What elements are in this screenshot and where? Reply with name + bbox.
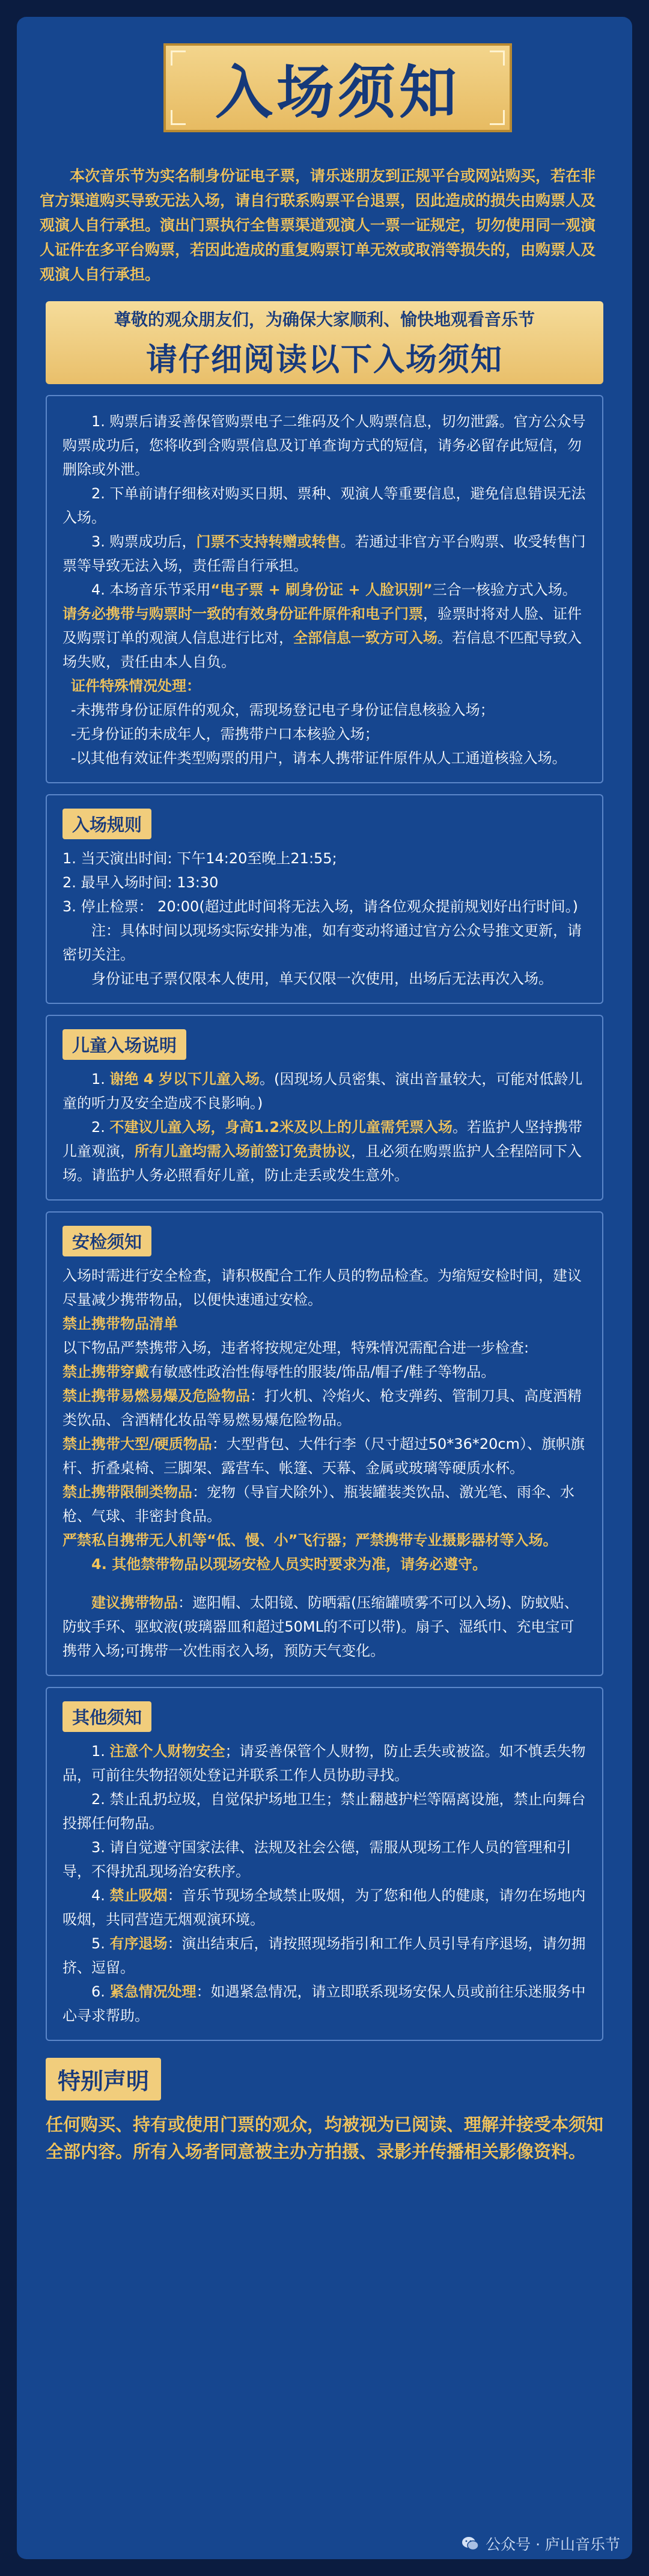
- suggested-items: [62, 1591, 587, 1663]
- notice-banner: [46, 301, 603, 384]
- banned-item-label: 禁止携带限制类物品: [62, 1484, 192, 1501]
- rule-1: 1. 购票后请妥善保管购票电子二维码及个人购票信息，切勿泄露。官方公众号购票成功后，您将收到含购票信息及订单查询方式的短信，请务必留存此短信，勿删除或外泄。: [62, 413, 586, 478]
- other-rule-1: [62, 1739, 587, 1787]
- banned-list-intro: 以下物品严禁携带入场，违者将按规定处理，特殊情况需配合进一步检查:: [62, 1339, 529, 1356]
- other-rule-2: 2. 禁止乱扔垃圾，自觉保护场地卫生；禁止翻越护栏等隔离设施，禁止向舞台投掷任何物品。: [62, 1791, 586, 1832]
- corner-ornament: [490, 110, 505, 125]
- children-rule-text: ，且必须在购票监护人全程陪同下入场。请监护人务必照看好儿童，防止走丢或发生意外。: [62, 1143, 582, 1184]
- footer-watermark: [462, 2533, 620, 2554]
- security-intro: 入场时需进行安全检查，请积极配合工作人员的物品检查。为缩短安检时间，建议尽量减少携带物品，以便快速通过安检。: [62, 1267, 582, 1308]
- banned-item-text: 有敏感性政治性侮辱性的服装/饰品/帽子/鞋子等物品。: [149, 1363, 496, 1380]
- entry-time-stop: 3. 停止检票： 20:00(超过此时间将无法入场，请各位观众提前规划好出行时间。): [62, 898, 579, 915]
- footer-text: 公众号 · 庐山音乐节: [486, 2536, 620, 2553]
- other-rule-text: ：演出结束后，请按照现场指引和工作人员引导有序退场，请勿拥挤、逗留。: [62, 1935, 586, 1976]
- banned-item-label: 禁止携带易燃易爆及危险物品: [62, 1387, 250, 1404]
- children-rule-text: 。若监护人坚持携带儿童观演，: [62, 1119, 583, 1160]
- intro-paragraph: 本次音乐节为实名制身份证电子票，请乐迷朋友到正规平台或网站购买，若在非官方渠道购买导致无法入场，请自行联系购票平台退票，因此造成的损失由购票人及观演人自行承担。演出门票执行全售票渠道观演人一票一证规定，切勿使用同一观演人证件在多平台购票，若因此造成的重复购票订单无效或取消等损失的，由购票人及观演人自行承担。: [40, 167, 596, 283]
- other-rule-highlight: 注意个人财物安全: [109, 1743, 225, 1760]
- rule-2: 2. 下单前请仔细核对购买日期、票种、观演人等重要信息，避免信息错误无法入场。: [62, 485, 586, 526]
- page-title: 入场须知: [215, 58, 460, 126]
- corner-ornament: [171, 110, 186, 125]
- banned-item-label: 禁止携带穿戴: [62, 1363, 149, 1380]
- wechat-icon: [462, 2536, 480, 2551]
- special-statement-text: 任何购买、持有或使用门票的观众，均被视为已阅读、理解并接受本须知全部内容。所有入场者同意被主办方拍摄、录影并传播相关影像资料。: [46, 2114, 604, 2162]
- children-title: 儿童入场说明: [62, 1029, 186, 1060]
- children-rule-highlight: 所有儿童均需入场前签订免责协议: [135, 1143, 351, 1160]
- banned-list-title: 禁止携带物品清单: [62, 1315, 178, 1332]
- entry-note: 注：具体时间以现场实际安排为准，如有变动将通过官方公众号推文更新，请密切关注。: [62, 922, 582, 963]
- rule-4-text: ，验票时将对人脸、证件及购票订单的观演人信息进行比对，: [62, 605, 582, 646]
- notice-title: 请仔细阅读以下入场须知: [145, 341, 503, 378]
- rule-4-highlight: “电子票 + 刷身份证 + 人脸识别”: [210, 581, 433, 598]
- cert-item: -以其他有效证件类型购票的用户，请本人携带证件原件从人工通道核验入场。: [71, 750, 567, 766]
- other-rule-5: [62, 1932, 587, 1980]
- cert-item: -无身份证的未成年人，需携带户口本核验入场；: [71, 726, 379, 742]
- other-rule-3: 3. 请自觉遵守国家法律、法规及社会公德，需服从现场工作人员的管理和引导，不得扰乱现场治安秩序。: [62, 1839, 571, 1880]
- ticket-rules-panel: [46, 395, 603, 783]
- other-rule-text: ；请妥善保管个人财物，防止丢失或被盗。如不慎丢失物品，可前往失物招领处登记并联系工作人员协助寻找。: [62, 1743, 586, 1784]
- banned-item: [62, 1432, 587, 1480]
- rule-4-highlight: 全部信息一致方可入场: [293, 629, 437, 646]
- other-rule-text: 5.: [91, 1935, 110, 1952]
- children-rule-1: [62, 1067, 587, 1115]
- rule-3-text-end: 。若通过非官方平台购票、收受转售门票等导致无法入场，责任需自行承担。: [62, 533, 586, 574]
- rule-4-text-end: 。若信息不匹配导致入场失败，责任由本人自负。: [62, 629, 582, 670]
- banned-item: [62, 1360, 587, 1384]
- other-banned-note: 4. 其他禁带物品以现场安检人员实时要求为准，请务必遵守。: [91, 1556, 487, 1573]
- other-rule-text: 1.: [91, 1743, 110, 1760]
- special-statement-title: 特别声明: [46, 2058, 161, 2100]
- drone-ban: 严禁私自携带无人机等“低、慢、小”飞行器；严禁携带专业摄影器材等入场。: [62, 1532, 558, 1549]
- notice-subtitle: 尊敬的观众朋友们，为确保大家顺利、愉快地观看音乐节: [114, 309, 535, 329]
- other-rule-text: 6.: [91, 1983, 110, 2000]
- entry-time-earliest: 2. 最早入场时间: 13:30: [62, 874, 219, 891]
- corner-ornament: [171, 50, 186, 66]
- entry-rules-title: 入场规则: [62, 809, 151, 839]
- other-rule-4: [62, 1883, 587, 1932]
- rule-4-text: 三合一核验方式入场。: [432, 581, 577, 598]
- poster-card: [17, 17, 632, 2559]
- children-rule-text: 2.: [91, 1119, 110, 1136]
- other-rule-highlight: 有序退场: [109, 1935, 168, 1952]
- other-rule-highlight: 紧急情况处理: [109, 1983, 197, 2000]
- other-rule-6: [62, 1980, 587, 2028]
- rule-4-text: 4. 本场音乐节采用: [91, 581, 211, 598]
- banned-item-text: ：宠物（导盲犬除外）、瓶装罐装类饮品、激光笔、雨伞、水枪、气球、非密封食品。: [62, 1484, 574, 1525]
- children-rule-highlight: 不建议儿童入场，身高1.2米及以上的儿童需凭票入场: [109, 1119, 453, 1136]
- security-panel: [46, 1211, 603, 1676]
- header: [37, 17, 612, 143]
- other-rule-text: ：音乐节现场全域禁止吸烟，为了您和他人的健康，请勿在场地内吸烟，共同营造无烟观演环境。: [62, 1887, 586, 1928]
- banned-item: [62, 1480, 587, 1528]
- others-panel: [46, 1687, 603, 2041]
- entry-time-show: 1. 当天演出时间: 下午14:20至晚上21:55;: [62, 850, 337, 867]
- rule-3: [62, 530, 587, 578]
- rule-4: [62, 578, 587, 674]
- rule-3-text: 3. 购票成功后，: [91, 533, 197, 550]
- banned-item: [62, 1384, 587, 1432]
- children-rule-highlight: 谢绝 4 岁以下儿童入场: [109, 1071, 260, 1088]
- cert-item: -未携带身份证原件的观众，需现场登记电子身份证信息核验入场；: [71, 702, 495, 718]
- special-statement: [46, 2058, 603, 2165]
- cert-special-title: 证件特殊情况处理：: [71, 678, 201, 694]
- rule-3-highlight: 门票不支持转赠或转售: [196, 533, 341, 550]
- entry-id-note: 身份证电子票仅限本人使用，单天仅限一次使用，出场后无法再次入场。: [91, 970, 553, 987]
- banned-item-text: ：打火机、冷焰火、枪支弹药、管制刀具、高度酒精类饮品、含酒精化妆品等易燃易爆危险物品。: [62, 1387, 582, 1428]
- rule-4-highlight: 请务必携带与购票时一致的有效身份证件原件和电子门票: [62, 605, 423, 622]
- children-rule-2: [62, 1115, 587, 1187]
- other-rule-highlight: 禁止吸烟: [109, 1887, 168, 1904]
- children-rule-text: 。(因现场人员密集、演出音量较大，可能对低龄儿童的听力及安全造成不良影响。): [62, 1071, 583, 1112]
- suggested-items-text: ：遮阳帽、太阳镜、防晒霜(压缩罐喷雾不可以入场)、防蚊贴、防蚊手环、驱蚊液(玻璃器皿和超过50ML的不可以带)。扇子、湿纸巾、充电宝可携带入场;可携带一次性雨衣入场，预防天气变化。: [62, 1594, 579, 1659]
- title-plaque: [163, 43, 512, 132]
- banned-item-label: 禁止携带大型/硬质物品: [62, 1436, 212, 1452]
- other-rule-text: 4.: [91, 1887, 110, 1904]
- entry-rules-panel: [46, 794, 603, 1004]
- children-rule-text: 1.: [91, 1071, 110, 1088]
- others-title: 其他须知: [62, 1701, 151, 1732]
- corner-ornament: [490, 50, 505, 66]
- suggested-items-label: 建议携带物品: [91, 1594, 178, 1611]
- other-rule-text: ：如遇紧急情况，请立即联系现场安保人员或前往乐迷服务中心寻求帮助。: [62, 1983, 586, 2024]
- children-panel: [46, 1015, 603, 1201]
- banned-item-text: ：大型背包、大件行李（尺寸超过50*36*20cm）、旗帜旗杆、折叠桌椅、三脚架、露营车、帐篷、天幕、金属或玻璃等硬质水杯。: [62, 1436, 585, 1476]
- security-title: 安检须知: [62, 1226, 151, 1256]
